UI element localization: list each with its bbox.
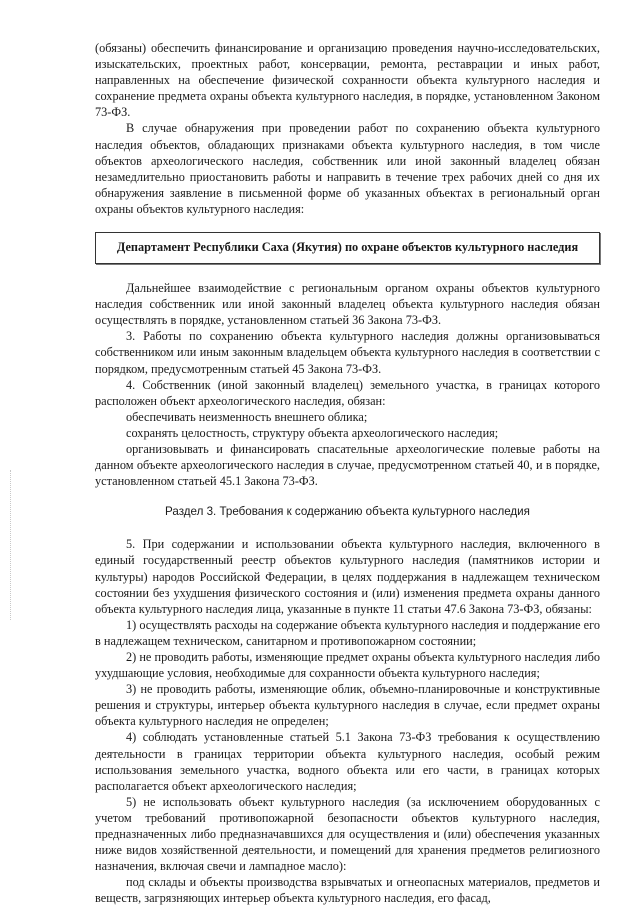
item-3: 3. Работы по сохранению объекта культурного наследия должны организовываться собственником или иным законным владельцем объекта культурного наследия в соответствии с порядком, предусмотренным статьей 45 Закона 73-ФЗ. (95, 329, 600, 376)
item-5: 5. При содержании и использовании объекта культурного наследия, включенного в единый государственный реестр объектов культурного наследия (памятников истории и культуры) народов Российской Федерации, в целях поддержания в надлежащем техническом состоянии без ухудшения физического состояния и (или) изменения предмета охраны данного объекта культурного наследия лица, указанные в пункте 11 статьи 47.6 Закона 73-ФЗ, обязаны: (95, 537, 600, 616)
subitem-2: 2) не проводить работы, изменяющие предмет охраны объекта культурного наследия либо ухудшающие условия, необходимые для сохранности объекта культурного наследия; (95, 650, 600, 681)
subitem-4: 4) соблюдать установленные статьей 5.1 Закона 73-ФЗ требования к осуществлению деятельности в границах территории объекта культурного наследия, особый режим использования земельного участка, водного объекта или его части, в границах которых располагается объект археологического наследия; (95, 730, 600, 793)
section-3-title: Раздел 3. Требования к содержанию объекта культурного наследия (165, 505, 530, 519)
item-4-a: обеспечивать неизменность внешнего облика; (126, 409, 368, 424)
paragraph-discovery: В случае обнаружения при проведении работ по сохранению объекта культурного наследия объектов, обладающих признаками объекта культурного наследия, в том числе объектов археологического наследия, собственник или иной законный владелец обязан незамедлительно приостановить работы и направить в течение трех рабочих дней со дня их обнаружения заявление в письменной форме об указанных объектах в региональный орган охраны объектов культурного наследия: (95, 121, 600, 216)
scan-margin-marks (10, 470, 13, 620)
subitem-1: 1) осуществлять расходы на содержание объекта культурного наследия и поддержание его в надлежащем техническом, санитарном и противопожарном состоянии; (95, 617, 600, 648)
department-name-box: Департамент Республики Саха (Якутия) по охране объектов культурного наследия (95, 232, 600, 264)
subitem-5: 5) не использовать объект культурного наследия (за исключением оборудованных с учетом требований противопожарной безопасности объектов культурного наследия, предназначенных либо предназначавшихся для осуществления и (или) обеспечения указанных ниже видов хозяйственной деятельности, и помещений для хранения предметов религиозного назначения, включая свечи и лампадное масло): (95, 794, 600, 874)
subitem-5-a: под склады и объекты производства взрывчатых и огнеопасных материалов, предметов и веществ, загрязняющих интерьер объекта культурного наследия, его фасад, (95, 875, 600, 906)
item-4-b: сохранять целостность, структуру объекта археологического наследия; (126, 425, 499, 440)
subitem-3: 3) не проводить работы, изменяющие облик, объемно-планировочные и конструктивные решения и структуры, интерьер объекта культурного наследия в случае, если предмет охраны объекта культурного наследия не определен; (95, 682, 600, 729)
item-4-c: организовывать и финансировать спасательные археологические полевые работы на данном объекте археологического наследия в случае, предусмотренном статьей 40, и в порядке, установленном статьей 45.1 Закона 73-ФЗ. (95, 441, 600, 489)
paragraph-interaction: Дальнейшее взаимодействие с региональным органом охраны объектов культурного наследия собственник или иной законный владелец объекта культурного наследия обязан осуществлять в порядке, установленном статьей 36 Закона 73-ФЗ. (95, 281, 600, 328)
paragraph-intro: (обязаны) обеспечить финансирование и организацию проведения научно-исследовательских, изыскательских, проектных работ, консервации, ремонта, реставрации и иных работ, направленных на обеспечение физической сохранности объекта культурного наследия и сохранение предмета охраны объекта культурного наследия, в порядке, установленном Законом 73-ФЗ. (95, 41, 600, 120)
item-4: 4. Собственник (иной законный владелец) земельного участка, в границах которого расположен объект археологического наследия, обязан: (95, 377, 600, 408)
